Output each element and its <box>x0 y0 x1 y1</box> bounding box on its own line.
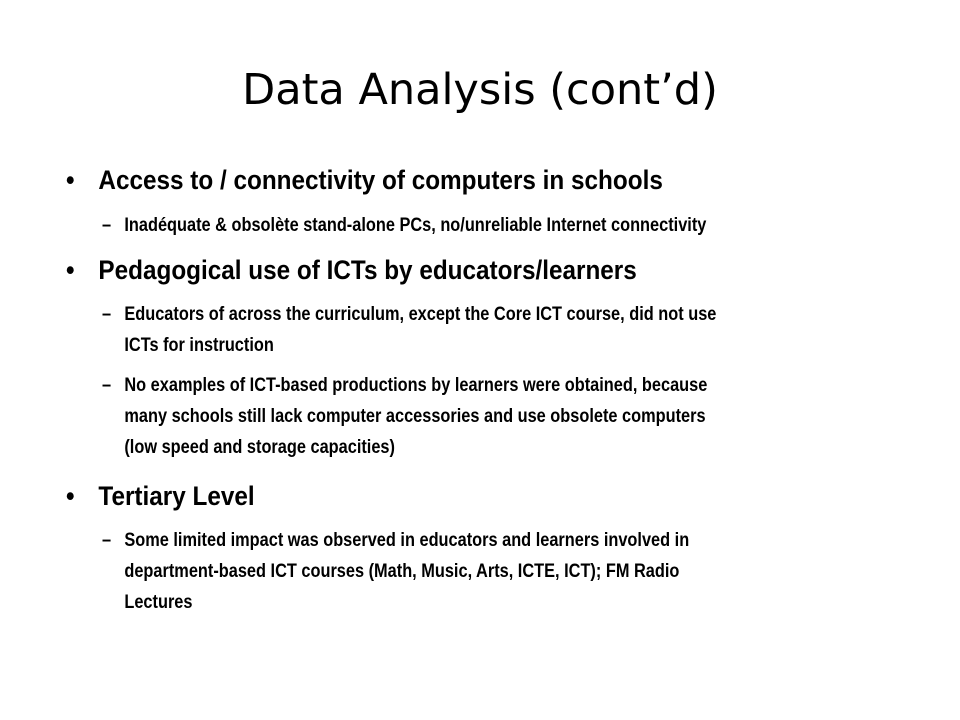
subbullet-no-examples <box>102 370 707 463</box>
subbullet-text: department-based ICT courses (Math, Music, Arts, ICTE, ICT); FM Radio <box>124 561 680 582</box>
subbullet-dash: – <box>102 304 112 325</box>
subbullet-text: many schools still lack computer accessories and use obsolete computers <box>124 406 706 427</box>
bullet-access-connectivity <box>66 163 663 197</box>
subbullet-text: ICTs for instruction <box>124 335 274 356</box>
subbullet-limited-impact <box>102 525 689 618</box>
bullet-dot: • <box>66 481 75 511</box>
bullet-dot: • <box>66 165 75 195</box>
subbullet-text: Some limited impact was observed in educators and learners involved in <box>124 530 690 551</box>
bullet-heading: Pedagogical use of ICTs by educators/learners <box>98 255 637 285</box>
slide-title: Data Analysis (cont’d) <box>242 65 718 115</box>
subbullet-dash: – <box>102 375 112 396</box>
bullet-heading: Tertiary Level <box>98 481 255 511</box>
bullet-dot: • <box>66 255 75 285</box>
subbullet-dash: – <box>102 215 112 236</box>
bullet-heading: Access to / connectivity of computers in schools <box>98 165 663 195</box>
subbullet-inadequate-pcs <box>102 210 706 241</box>
subbullet-text: Educators of across the curriculum, except the Core ICT course, did not use <box>124 304 717 325</box>
subbullet-text: No examples of ICT-based productions by learners were obtained, because <box>124 375 708 396</box>
subbullet-dash: – <box>102 530 112 551</box>
bullet-pedagogical-use <box>66 253 637 287</box>
bullet-tertiary-level <box>66 479 255 513</box>
subbullet-educators-no-ict <box>102 299 716 361</box>
subbullet-text: Lectures <box>124 592 193 613</box>
subbullet-text: Inadéquate & obsolète stand-alone PCs, no/unreliable Internet connectivity <box>124 215 707 236</box>
subbullet-text: (low speed and storage capacities) <box>124 437 395 458</box>
